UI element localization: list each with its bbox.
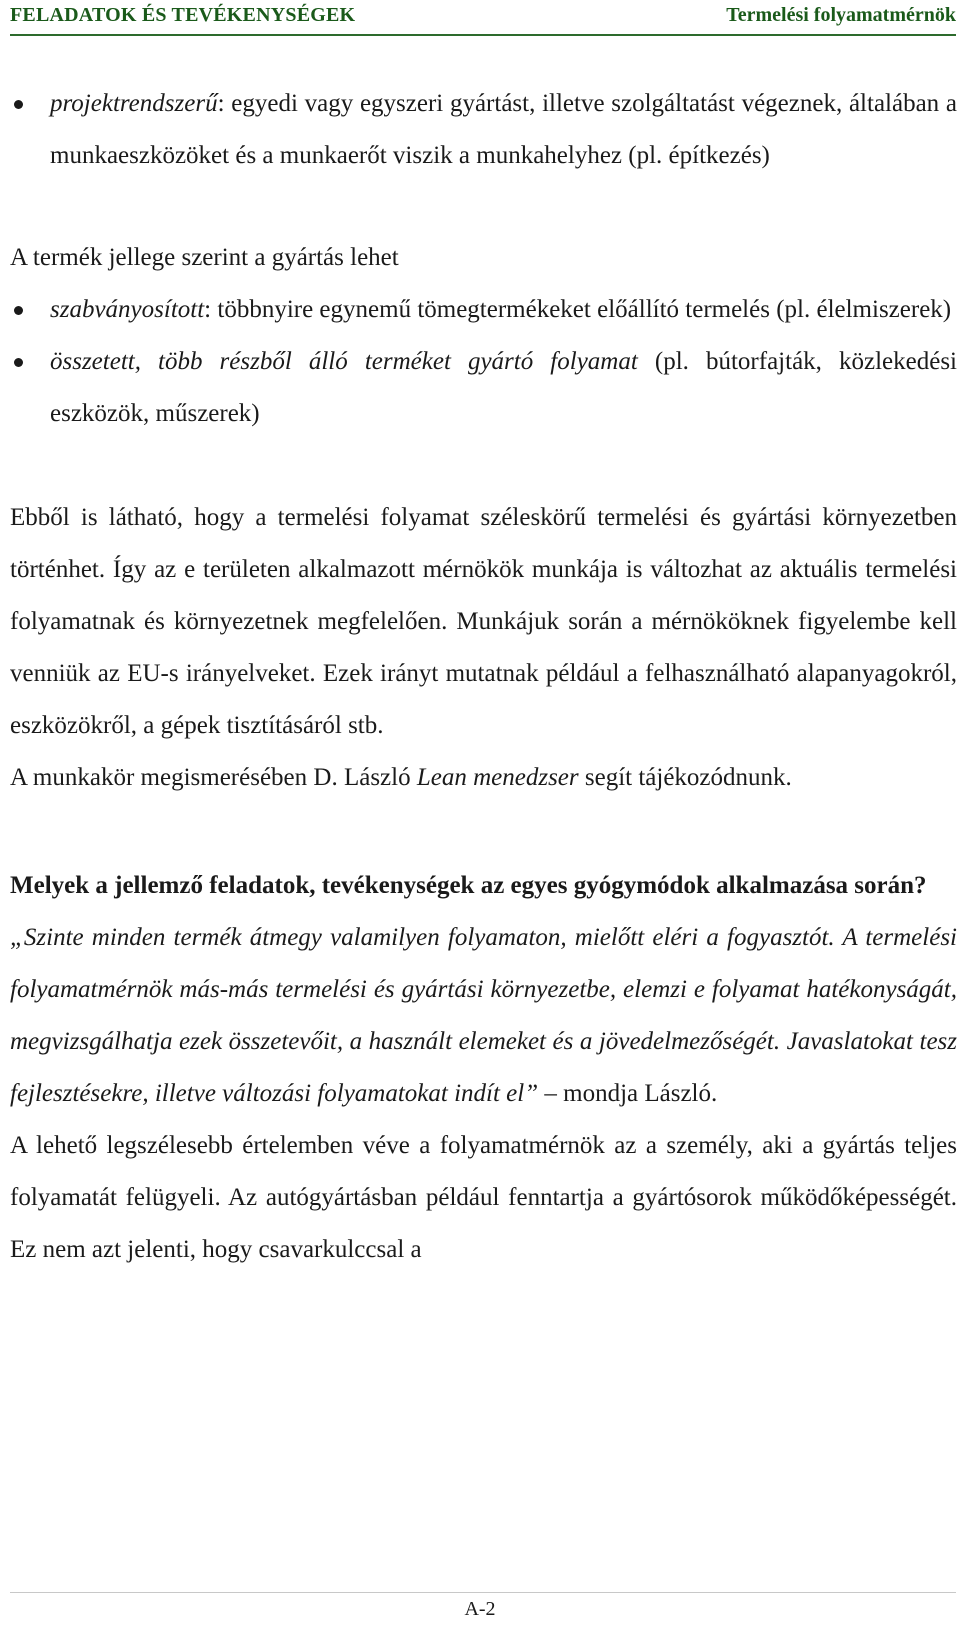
bullet-term: összetett, több részből álló terméket gyártó folyamat <box>50 348 638 375</box>
bullet-text: : többnyire egynemű tömegtermékeket előállító termelés (pl. élelmiszerek) <box>204 296 952 323</box>
paragraph-lean-after: segít tájékozódnunk. <box>578 764 792 791</box>
page-content <box>10 78 957 1276</box>
quote-paragraph <box>10 912 957 1120</box>
bullet-text: : egyedi vagy egyszeri gyártást, illetve szolgáltatást végeznek, általában a munkaeszközöket és a munkaerőt viszik a munkahelyhez (pl. építkezés) <box>50 90 957 169</box>
paragraph-lean-manager <box>10 752 957 804</box>
bullet-icon <box>14 100 23 109</box>
header-section-title: FELADATOK ÉS TEVÉKENYSÉGEK <box>10 4 356 26</box>
paragraph-environment: Ebből is látható, hogy a termelési folyamat széleskörű termelési és gyártási környezetben történhet. Így az e területen alkalmazott mérnökök munkája is változhat az aktuális termelési folyamatnak és környezetnek megfelelően. Munkájuk során a mérnököknek figyelembe kell venniük az EU-s irányelveket. Ezek irányt mutatnak például a felhasználható alapanyagokról, eszközökről, a gépek tisztításáról stb. <box>10 504 957 739</box>
paragraph-lean-italic: Lean menedzser <box>416 764 579 791</box>
bullet-term: szabványosított <box>50 296 205 323</box>
bullet-icon <box>14 306 23 315</box>
page-number: A-2 <box>464 1598 496 1620</box>
bullet-item-osszetett <box>10 336 957 440</box>
question-heading: Melyek a jellemző feladatok, tevékenységek az egyes gyógymódok alkalmazása során? <box>10 872 927 899</box>
bullet-item-szabvanyositott <box>10 284 957 336</box>
footer-divider <box>10 1592 956 1593</box>
quote-attribution: – mondja László. <box>538 1080 718 1107</box>
bullet-term: projektrendszerű <box>50 90 218 117</box>
bullet-item-projektrendszeru <box>10 78 957 182</box>
section-heading-product: A termék jellege szerint a gyártás lehet <box>10 244 399 271</box>
paragraph-lean-before: A munkakör megismerésében D. László <box>10 764 417 791</box>
header-document-title: Termelési folyamatmérnök <box>726 4 956 26</box>
bullet-icon <box>14 358 23 367</box>
bullet-text: (pl. bútorfajták, közlekedési eszközök, műszerek) <box>50 348 957 427</box>
quote-text: „Szinte minden termék átmegy valamilyen folyamaton, mielőtt eléri a fogyasztót. A termelési folyamatmérnök más-más termelési és gyártási környezetbe, elemzi e folyamat hatékonyságát, megvizsgálhatja ezek összetevőit, a használt elemeket és a jövedelmezőségét. Javaslatokat tesz fejlesztésekre, illetve változási folyamatokat indít el” <box>10 924 957 1107</box>
page-header <box>10 0 956 36</box>
paragraph-process-engineer: A lehető legszélesebb értelemben véve a folyamatmérnök az a személy, aki a gyártás teljes folyamatát felügyeli. Az autógyártásban például fenntartja a gyártósorok működőképességét. Ez nem azt jelenti, hogy csavarkulccsal a <box>10 1132 957 1263</box>
